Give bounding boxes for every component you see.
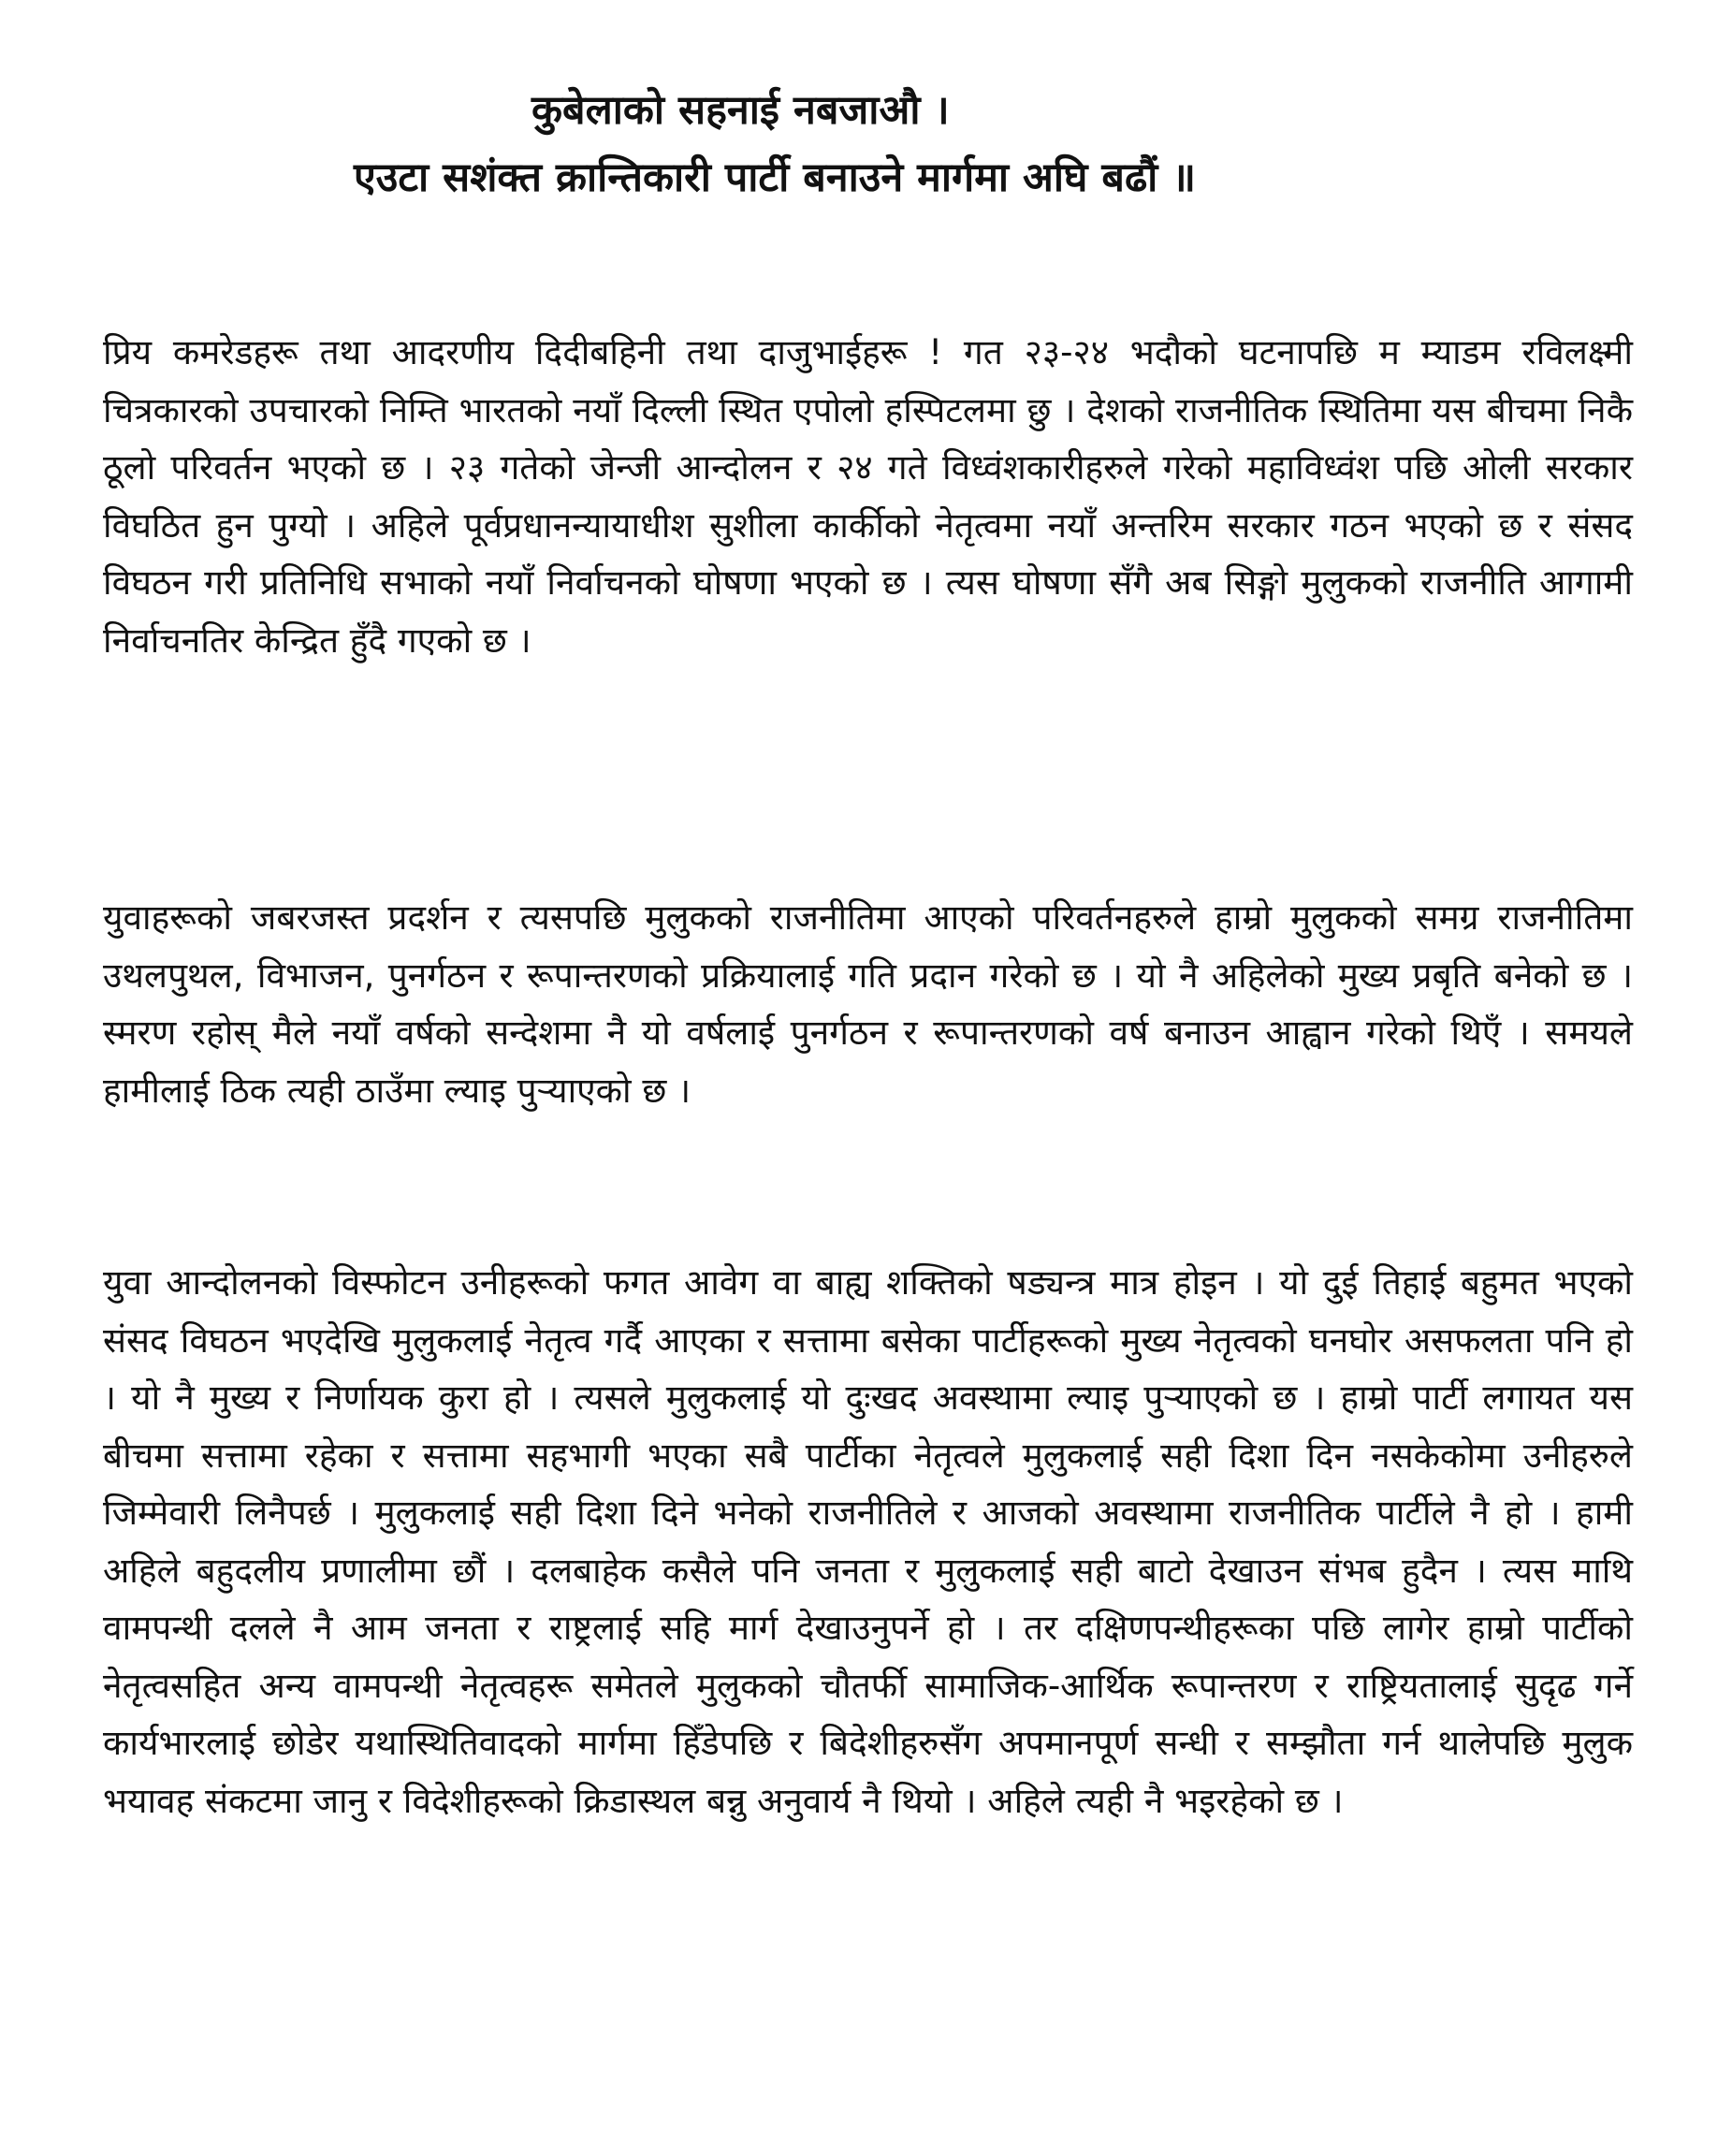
heading-line-2: एउटा सशंक्त क्रान्तिकारी पार्टी बनाउने मार्गमा अघि बढौं ॥ xyxy=(354,154,1197,201)
paragraph-3: युवा आन्दोलनको विस्फोटन उनीहरूको फगत आवेग वा बाह्य शक्तिको षड्यन्त्र मात्र होइन । यो दुई तिहाई बहुमत भएको संसद विघठन भएदेखि मुलुकलाई नेतृत्व गर्दै आएका र सत्तामा बसेका पार्टीहरूको मुख्य नेतृत्वको घनघोर असफलता पनि हो । यो नै मुख्य र निर्णायक कुरा हो । त्यसले मुलुकलाई यो दुःखद अवस्थामा ल्याइ पुऱ्याएको छ । हाम्रो पार्टी लगायत यस बीचमा सत्तामा रहेका र सत्तामा सहभागी भएका सबै पार्टीका नेतृत्वले मुलुकलाई सही दिशा दिन नसकेकोमा उनीहरुले जिम्मेवारी लिनैपर्छ । मुलुकलाई सही दिशा दिने भनेको राजनीतिले र आजको अवस्थामा राजनीतिक पार्टीले नै हो । हामी अहिले बहुदलीय प्रणालीमा छौं । दलबाहेक कसैले पनि जनता र मुलुकलाई सही बाटो देखाउन संभब हुदैन । त्यस माथि वामपन्थी दलले नै आम जनता र राष्ट्रलाई सहि मार्ग देखाउनुपर्ने हो । तर दक्षिणपन्थीहरूका पछि लागेर हाम्रो पार्टीको नेतृत्वसहित अन्य वामपन्थी नेतृत्वहरू समेतले मुलुकको चौतर्फी सामाजिक-आर्थिक रूपान्तरण र राष्ट्रियतालाई सुदृढ गर्ने कार्यभारलाई छोडेर यथास्थितिवादको मार्गमा हिँडेपछि र बिदेशीहरुसँग अपमानपूर्ण सन्धी र सम्झौता गर्न थालेपछि मुलुक भयावह संकटमा जानु र विदेशीहरूको क्रिडास्थल बन्नु अनुवार्य नै थियो । अहिले त्यही नै भइरहेको छ । xyxy=(103,1262,1633,1821)
paragraph-1: प्रिय कमरेडहरू तथा आदरणीय दिदीबहिनी तथा दाजुभाईहरू ! गत २३-२४ भदौको घटनापछि म म्याडम रविलक्ष्मी चित्रकारको उपचारको निम्ति भारतको नयाँ दिल्ली स्थित एपोलो हस्पिटलमा छु । देशको राजनीतिक स्थितिमा यस बीचमा निकै ठूलो परिवर्तन भएको छ । २३ गतेको जेन्जी आन्दोलन र २४ गते विध्वंशकारीहरुले गरेको महाविध्वंश पछि ओली सरकार विघठित हुन पुग्यो । अहिले पूर्वप्रधानन्यायाधीश सुशीला कार्कीको नेतृत्वमा नयाँ अन्तरिम सरकार गठन भएको छ र संसद विघठन गरी प्रतिनिधि सभाको नयाँ निर्वाचनको घोषणा भएको छ । त्यस घोषणा सँगै अब सिङ्गो मुलुकको राजनीति आगामी निर्वाचनतिर केन्द्रित हुँदै गएको छ । xyxy=(103,332,1633,661)
heading-line-1: कुबेलाको सहनाई नबजाऔ । xyxy=(531,87,950,134)
paragraph-2: युवाहरूको जबरजस्त प्रदर्शन र त्यसपछि मुलुकको राजनीतिमा आएको परिवर्तनहरुले हाम्रो मुलुकको समग्र राजनीतिमा उथलपुथल, विभाजन, पुनर्गठन र रूपान्तरणको प्रक्रियालाई गति प्रदान गरेको छ । यो नै अहिलेको मुख्य प्रबृति बनेको छ । स्मरण रहोस् मैले नयाँ वर्षको सन्देशमा नै यो वर्षलाई पुनर्गठन र रूपान्तरणको वर्ष बनाउन आह्वान गरेको थिएँ । समयले हामीलाई ठिक त्यही ठाउँमा ल्याइ पुऱ्याएको छ । xyxy=(103,897,1633,1111)
